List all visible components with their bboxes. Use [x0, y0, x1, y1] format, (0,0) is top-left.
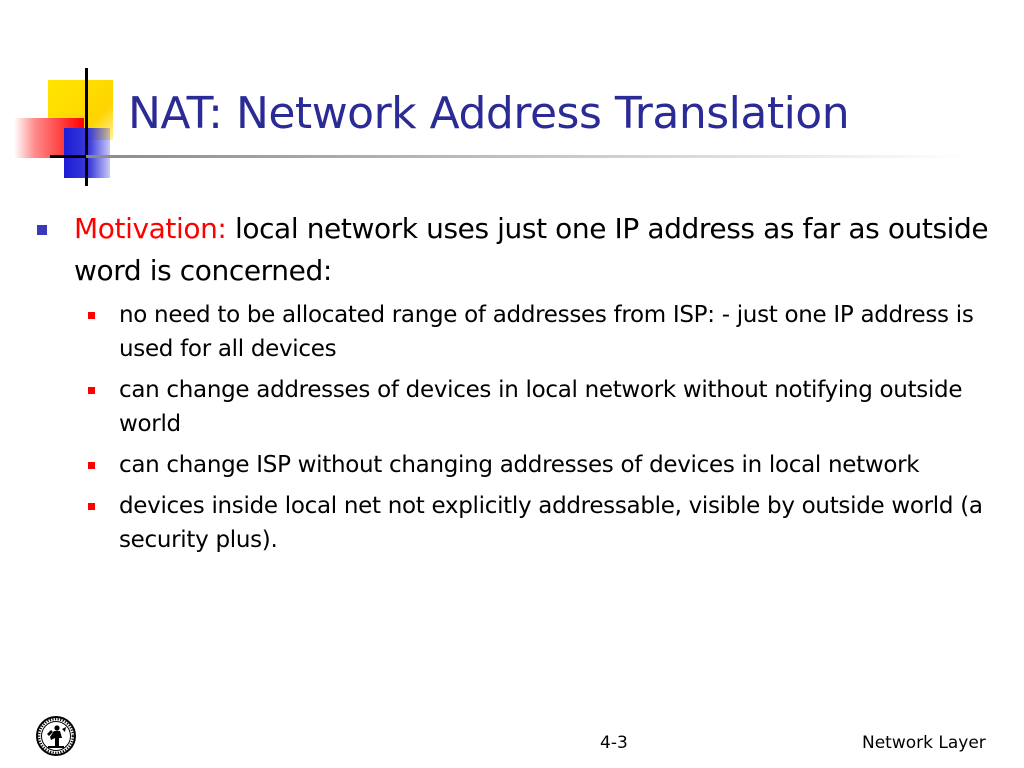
- slide-title: NAT: Network Address Translation: [128, 88, 850, 139]
- sub-bullet: [28, 448, 998, 482]
- decoration-vertical-line: [85, 68, 88, 186]
- sub-bullet-marker: [88, 387, 95, 394]
- sub-bullet-list: [28, 298, 998, 557]
- sub-bullet-text: devices inside local net not explicitly addressable, visible by outside world (a security plus).: [119, 493, 983, 553]
- sub-bullet-text: no need to be allocated range of addresses from ISP: - just one IP address is used for all devices: [119, 302, 974, 362]
- main-bullet-text: local network uses just one IP address as far as outside word is concerned:: [74, 212, 989, 287]
- sub-bullet-text: can change addresses of devices in local network without notifying outside world: [119, 377, 963, 437]
- page-number: 4-3: [600, 733, 628, 753]
- sub-bullet: [28, 373, 998, 441]
- sub-bullet-marker: [88, 503, 95, 510]
- sub-bullet: [28, 489, 998, 557]
- footer-section-label: Network Layer: [862, 733, 986, 753]
- sub-bullet-text: can change ISP without changing addresses of devices in local network: [119, 452, 920, 478]
- university-seal-icon: [36, 716, 76, 756]
- sub-bullet-marker: [88, 462, 95, 469]
- sub-bullet-marker: [88, 312, 95, 319]
- main-bullet-marker: [37, 225, 47, 235]
- title-underline: [86, 155, 966, 158]
- main-bullet-lead: Motivation:: [74, 212, 227, 245]
- main-bullet: [28, 208, 998, 292]
- sub-bullet: [28, 298, 998, 366]
- slide-content: [28, 208, 998, 564]
